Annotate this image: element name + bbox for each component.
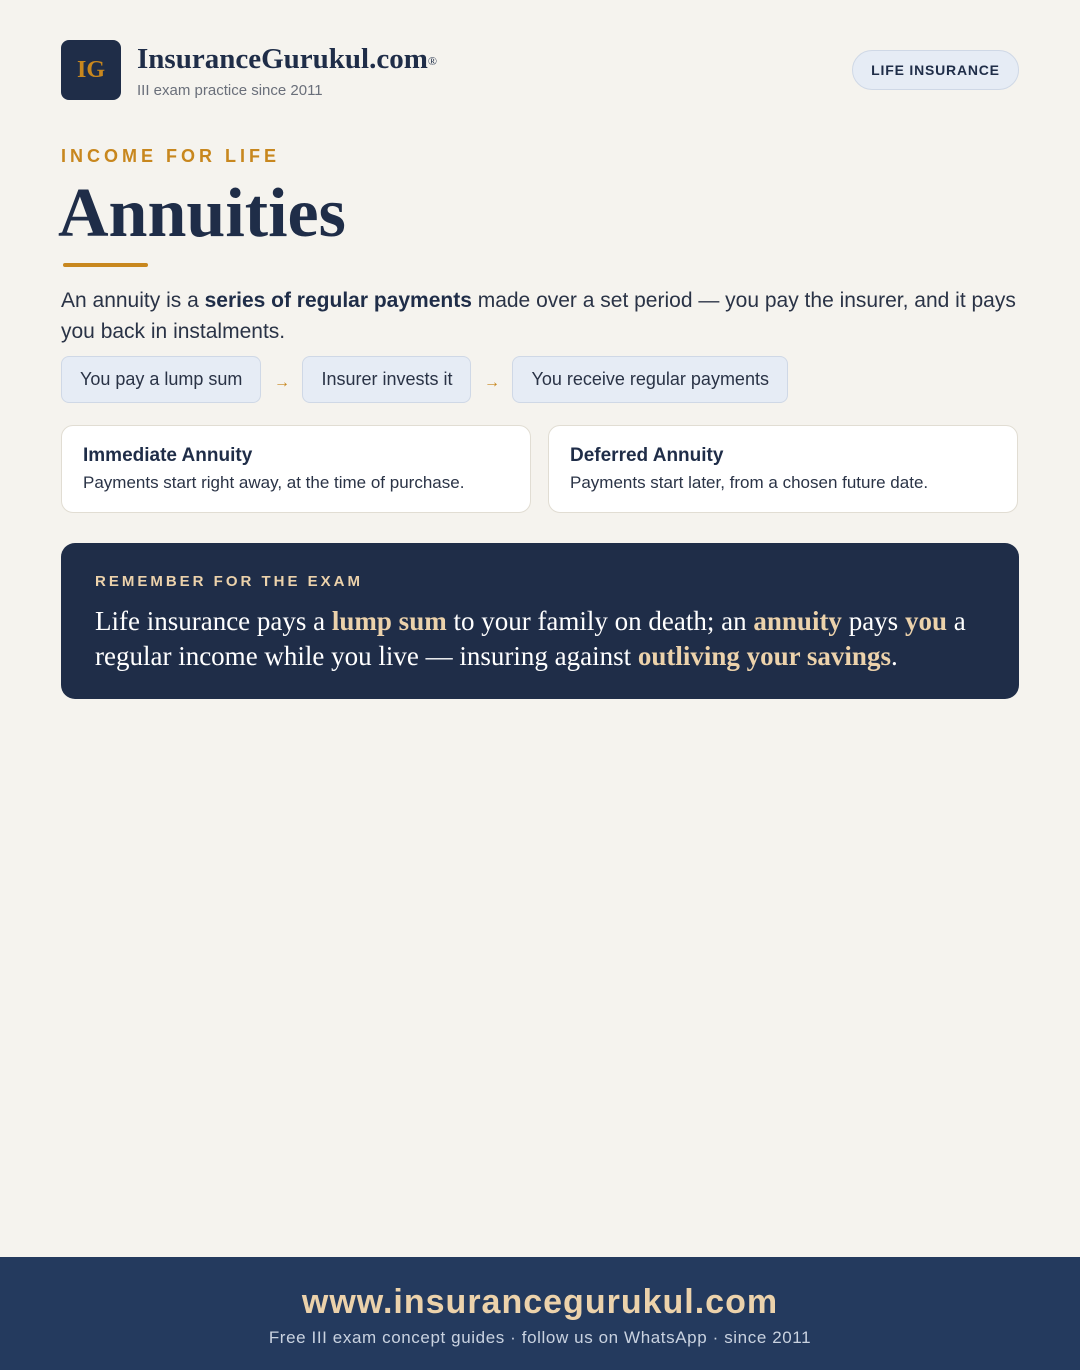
card-immediate-annuity (61, 425, 531, 513)
card-description: Payments start right away, at the time of purchase. (83, 473, 465, 492)
flow-step-pay: You pay a lump sum (61, 356, 261, 403)
callout-part: Life insurance pays a (95, 606, 332, 636)
footer-subtext: Free III exam concept guides · follow us on WhatsApp · since 2011 (268, 1328, 812, 1347)
callout-part: . (890, 641, 898, 671)
callout-highlight-annuity: annuity (753, 606, 842, 636)
callout-part: a regular income while you live — insuring against (95, 606, 966, 671)
arrow-right-icon: → (273, 373, 290, 391)
callout-part: to your family on death; an (446, 606, 754, 636)
callout-highlight-you: you (904, 606, 947, 636)
brand-name-text: InsuranceGurukul.com (137, 43, 428, 75)
logo-text: IG (76, 56, 105, 83)
footer (0, 1257, 1080, 1370)
brand-tagline: III exam practice since 2011 (137, 82, 323, 99)
callout-label: REMEMBER FOR THE EXAM (95, 573, 364, 590)
registered-mark: ® (427, 54, 437, 68)
intro-paragraph (61, 285, 1021, 347)
callout-text (95, 604, 985, 674)
header (61, 40, 1019, 100)
eyebrow: INCOME FOR LIFE (61, 146, 280, 166)
category-pill[interactable]: LIFE INSURANCE (852, 50, 1019, 90)
card-title: Immediate Annuity (83, 445, 253, 466)
intro-pre: An annuity is a (61, 289, 205, 312)
callout-highlight-outliving: outliving your savings (637, 641, 891, 671)
card-deferred-annuity (548, 425, 1018, 513)
title-underline (63, 263, 148, 267)
intro-bold: series of regular payments (204, 289, 472, 312)
arrow-right-icon: → (483, 373, 500, 391)
payment-flow (61, 356, 788, 403)
callout-highlight-lump-sum: lump sum (331, 606, 447, 636)
logo[interactable] (61, 40, 121, 100)
card-title: Deferred Annuity (570, 445, 724, 466)
flow-step-receive: You receive regular payments (512, 356, 787, 403)
intro-post: made over a set period — you pay the insurer, and it pays you back in instalments. (61, 289, 1016, 343)
page-title: Annuities (58, 175, 346, 252)
card-description: Payments start later, from a chosen future date. (570, 473, 929, 492)
callout-part: pays (841, 606, 905, 636)
flow-step-invest: Insurer invests it (302, 356, 471, 403)
footer-url-link[interactable]: www.insurancegurukul.com (301, 1283, 779, 1321)
brand-name[interactable] (137, 42, 437, 76)
exam-callout (61, 543, 1019, 699)
brand (137, 42, 437, 99)
